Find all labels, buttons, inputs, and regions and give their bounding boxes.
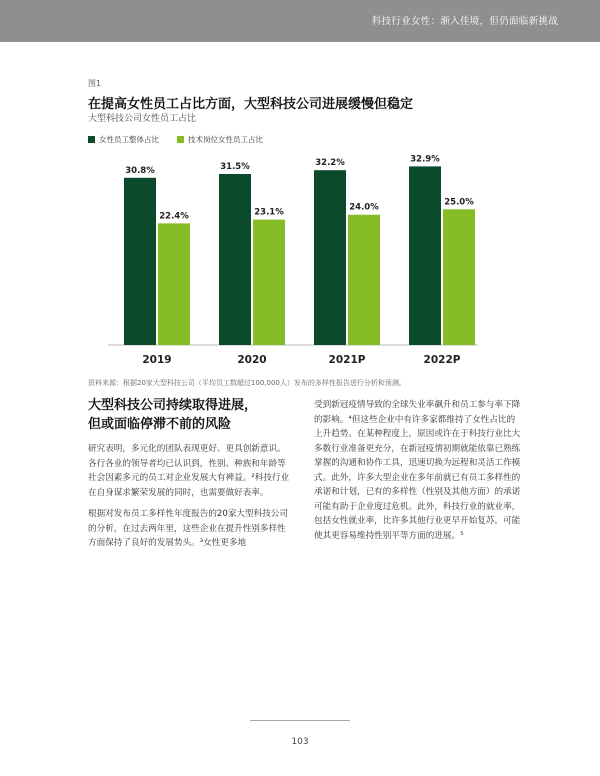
bar-overall-2022P bbox=[409, 166, 441, 345]
legend-label-overall: 女性员工整体占比 bbox=[99, 135, 159, 144]
figure-source: 资料来源：根据20家大型科技公司（平均员工数超过100,000人）发布的多样性报告进行分析和预测。 bbox=[88, 379, 406, 387]
x-tick-label-2019: 2019 bbox=[142, 354, 172, 366]
section-title-line-1: 大型科技公司持续取得进展， bbox=[88, 398, 258, 413]
running-header bbox=[0, 0, 600, 42]
data-label-technical-2019: 22.4% bbox=[159, 211, 189, 222]
body-paragraph-1: 研究表明，多元化的团队表现更好、更具创新意识。各行各业的领导者均已认识到，性别、种族和年龄等社会因素多元的员工对企业发展大有裨益。²科技行业在自身谋求繁荣发展的同时，也需要做好表率。 bbox=[88, 444, 290, 498]
x-tick-label-2022P: 2022P bbox=[423, 354, 461, 366]
legend-swatch-technical bbox=[177, 136, 184, 143]
data-label-overall-2019: 30.8% bbox=[125, 165, 155, 176]
figure-label: 图1 bbox=[88, 79, 102, 88]
footer-rule bbox=[250, 720, 350, 721]
bar-overall-2021P bbox=[314, 170, 346, 345]
body-paragraph-3: 受到新冠疫情导致的全球失业率飙升和员工参与率下降的影响。⁴但这些企业中有许多家都维持了女性占比的上升趋势。在某种程度上，原因或许在于科技行业比大多数行业准备更充分，在新冠疫情初期就能依靠已熟练掌握的沟通和协作工具，迅速切换为远程和灵活工作模式。此外，许多大型企业在多年前就已有员工多样性的承诺和计划，已有的多样性（性别及其他方面）的承诺可能有助于企业度过危机。此外，科技行业的就业率，包括女性就业率，比许多其他行业更早开始复苏，可能使其更容易维持性别平等方面的进展。⁵ bbox=[314, 400, 521, 541]
data-label-overall-2020: 31.5% bbox=[220, 162, 250, 172]
legend-item-technical bbox=[177, 134, 263, 145]
section-title-line-2: 但或面临停滞不前的风险 bbox=[88, 417, 232, 432]
x-tick-label-2021P: 2021P bbox=[328, 354, 366, 366]
figure-subtitle: 大型科技公司女性员工占比 bbox=[88, 114, 197, 124]
bar-technical-2021P bbox=[348, 215, 380, 345]
data-label-technical-2021P: 24.0% bbox=[349, 202, 379, 213]
x-tick-label-2020: 2020 bbox=[237, 354, 267, 366]
data-label-overall-2021P: 32.2% bbox=[315, 158, 345, 169]
chart-legend bbox=[88, 134, 263, 145]
bar-overall-2019 bbox=[124, 178, 156, 345]
body-paragraph-2: 根据对发布员工多样性年度报告的20家大型科技公司的分析，在过去两年里，这些企业在提升性别多样性方面保持了良好的发展势头。³女性更多地 bbox=[88, 509, 288, 548]
page-number: 103 bbox=[291, 737, 309, 747]
bar-technical-2020 bbox=[253, 220, 285, 345]
data-label-technical-2022P: 25.0% bbox=[444, 197, 474, 208]
figure-title: 在提高女性员工占比方面，大型科技公司进展缓慢但稳定 bbox=[88, 97, 414, 112]
legend-swatch-overall bbox=[88, 136, 95, 143]
legend-item-overall bbox=[88, 134, 159, 145]
legend-label-technical: 技术岗位女性员工占比 bbox=[188, 135, 263, 144]
bar-technical-2019 bbox=[158, 223, 190, 345]
bar-technical-2022P bbox=[443, 209, 475, 345]
section-title bbox=[88, 396, 257, 434]
running-title: 科技行业女性：渐入佳境，但仍面临新挑战 bbox=[371, 16, 558, 27]
bar-overall-2020 bbox=[219, 174, 251, 345]
data-label-overall-2022P: 32.9% bbox=[410, 154, 440, 165]
bar-chart bbox=[88, 150, 488, 372]
data-label-technical-2020: 23.1% bbox=[254, 207, 284, 218]
